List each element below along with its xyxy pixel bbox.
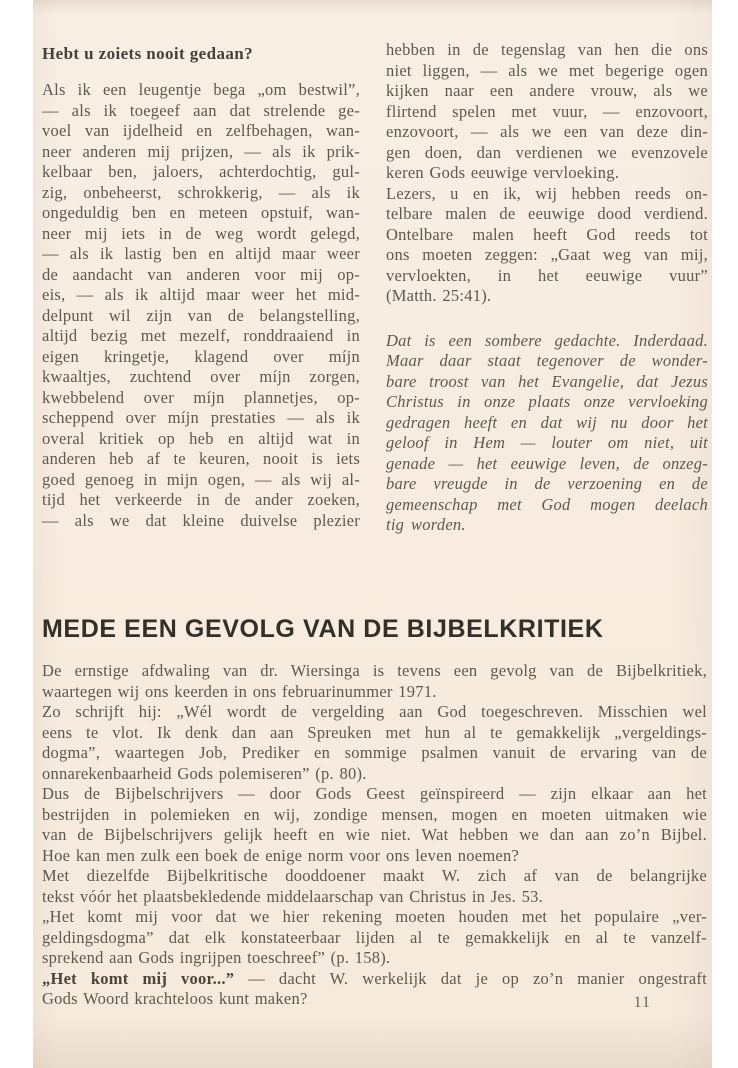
text-line: telbare malen de eeuwige dood verdiend.	[386, 204, 708, 223]
text-line: scheppend over míjn prestaties — als ik	[42, 408, 360, 427]
text-line: — als we dat kleine duivelse plezier	[42, 510, 360, 530]
text-line: Maar daar staat tegenover de wonder-	[386, 351, 708, 370]
text-line: kijken naar een andere vrouw, als we	[386, 81, 708, 100]
text-line: kwebbelend over míjn plannetjes, op-	[42, 387, 360, 407]
text-line: geloof in Hem — louter om niet, uit	[386, 433, 708, 452]
section-heading: MEDE EEN GEVOLG VAN DE BIJBELKRITIEK	[42, 614, 604, 643]
text-line: bare troost van het Evangelie, dat Jezus	[386, 371, 708, 391]
text-line: (Matth. 25:41).	[386, 286, 492, 305]
text-line: — als ik toegeef aan dat strelende ge-	[42, 100, 360, 120]
text-line: „Het komt mij voor...” — dacht W. werkelijk dat je op zo’n manier ongestraft	[42, 968, 707, 988]
text-line: niet liggen, — als we met begerige ogen	[386, 60, 708, 80]
text-line: Als ik een leugentje bega „om bestwil”,	[42, 80, 360, 99]
text-line: kelbaar ben, jaloers, achterdochtig, gul-	[42, 162, 360, 181]
bold-text: „Het komt mij voor...”	[42, 968, 235, 988]
text-line: Zo schrijft hij: „Wél wordt de vergelding aan God toegeschreven. Misschien wel	[42, 702, 707, 721]
text-line: Christus in onze plaats onze vervloeking	[386, 392, 708, 411]
article-left-paragraph	[42, 80, 360, 531]
text-line: dogma”, waartegen Job, Prediker en sommige psalmen vanuit de ervaring van de	[42, 743, 707, 762]
text-line: voel van ijdelheid en zelfbehagen, wan-	[42, 121, 360, 140]
text-line: tijd het verkeerde in de ander zoeken,	[42, 490, 360, 509]
text-line: eens te vlot. Ik denk dan aan Spreuken met hun al te gemakkelijk „vergeldings-	[42, 722, 707, 742]
text-line: Dat is een sombere gedachte. Inderdaad.	[386, 330, 708, 350]
article-heading: Hebt u zoiets nooit gedaan?	[42, 44, 254, 63]
text-line: anderen heb af te keuren, nooit is iets	[42, 449, 360, 468]
text-line: genade — het eeuwige leven, de onzeg-	[386, 453, 708, 473]
text-line: „Het komt mij voor dat we hier rekening moeten houden met het populaire „ver-	[42, 907, 707, 926]
text-line: overal kritiek op heb en altijd wat in	[42, 428, 360, 448]
article-right-column	[386, 40, 708, 536]
text-line: van de Bijbelschrijvers gelijk heeft en wie niet. Wat hebben we dan aan zo’n Bijbel.	[42, 825, 707, 844]
text-line: bestrijden in polemieken en wij, zondige mensen, mogen en moeten uitmaken wie	[42, 804, 707, 824]
text-line: ongeduldig ben en meteen opstuif, wan-	[42, 203, 360, 222]
text-line: hebben in de tegenslag van hen die ons	[386, 40, 708, 59]
text-line: vervloekten, in het eeuwige vuur”	[386, 265, 708, 285]
text-line: waartegen wij ons keerden in ons februarinummer 1971.	[42, 681, 437, 701]
text-line: De ernstige afdwaling van dr. Wiersinga is tevens een gevolg van de Bijbelkritiek,	[42, 661, 707, 680]
text-line: neer anderen mij prijzen, — als ik prik-	[42, 141, 360, 161]
text-line: de aandacht van anderen voor mij op-	[42, 264, 360, 284]
section-body	[42, 661, 707, 1010]
text-line: onnarekenbaarheid Gods polemiseren” (p. 80).	[42, 763, 367, 783]
scanned-page	[33, 0, 712, 1068]
text-line: tig worden.	[386, 515, 466, 534]
text-line: delpunt wil zijn van de belangstelling,	[42, 305, 360, 325]
text-line: gen doen, dan verdienen we evenzovele	[386, 142, 708, 162]
article-italic-paragraph	[386, 331, 708, 536]
text-line: goed genoeg in mijn ogen, — als wij al-	[42, 469, 360, 489]
text-line: enzovoort, — als we een van deze din-	[386, 122, 708, 141]
text-line: bare vreugde in de verzoening en de	[386, 474, 708, 493]
text-line: gedragen heeft en dat wij nu door het	[386, 412, 708, 432]
text-line: Ontelbare malen heeft God reeds tot	[386, 224, 708, 244]
text-line: Dus de Bijbelschrijvers — door Gods Geest geïnspireerd — zijn elkaar aan het	[42, 784, 707, 803]
article-left-column	[42, 43, 360, 531]
text-line: sprekend aan Gods ingrijpen toeschreef” (p. 158).	[42, 948, 391, 967]
text-line: zig, onbeheerst, schrokkerig, — als ik	[42, 182, 360, 202]
text-line: geldingsdogma” dat elk konstateerbaar lijden al te gemakkelijk en al te vanzelf-	[42, 927, 707, 947]
text-line: eis, — als ik altijd maar weer het mid-	[42, 285, 360, 304]
text-line: eigen kringetje, klagend over míjn	[42, 346, 360, 366]
text-line: Hoe kan men zulk een boek de enige norm voor ons leven noemen?	[42, 845, 520, 865]
text-line: — als ik lastig ben en altijd maar weer	[42, 244, 360, 263]
text-line: gemeenschap met God mogen deelach	[386, 494, 708, 514]
text-line: Gods Woord krachteloos kunt maken?	[42, 989, 308, 1008]
text-line: kwaaltjes, zuchtend over míjn zorgen,	[42, 367, 360, 386]
text-line: altijd bezig met mezelf, ronddraaiend in	[42, 326, 360, 345]
text-line: ons moeten zeggen: „Gaat weg van mij,	[386, 245, 708, 264]
paragraph-spacer	[386, 307, 708, 331]
text-line: tekst vóór het plaatsbekledende middelaarschap van Christus in Jes. 53.	[42, 886, 543, 906]
page-number: 11	[633, 994, 651, 1011]
text-line: flirtend spelen met vuur, — enzovoort,	[386, 101, 708, 121]
text-line: Met diezelfde Bijbelkritische dooddoener maakt W. zich af van de belangrijke	[42, 866, 707, 885]
text-line: keren Gods eeuwige vervloeking.	[386, 163, 620, 182]
text-line: Lezers, u en ik, wij hebben reeds on-	[386, 183, 708, 203]
text-line: neer mij iets in de weg wordt gelegd,	[42, 223, 360, 243]
article-right-paragraph	[386, 40, 708, 307]
